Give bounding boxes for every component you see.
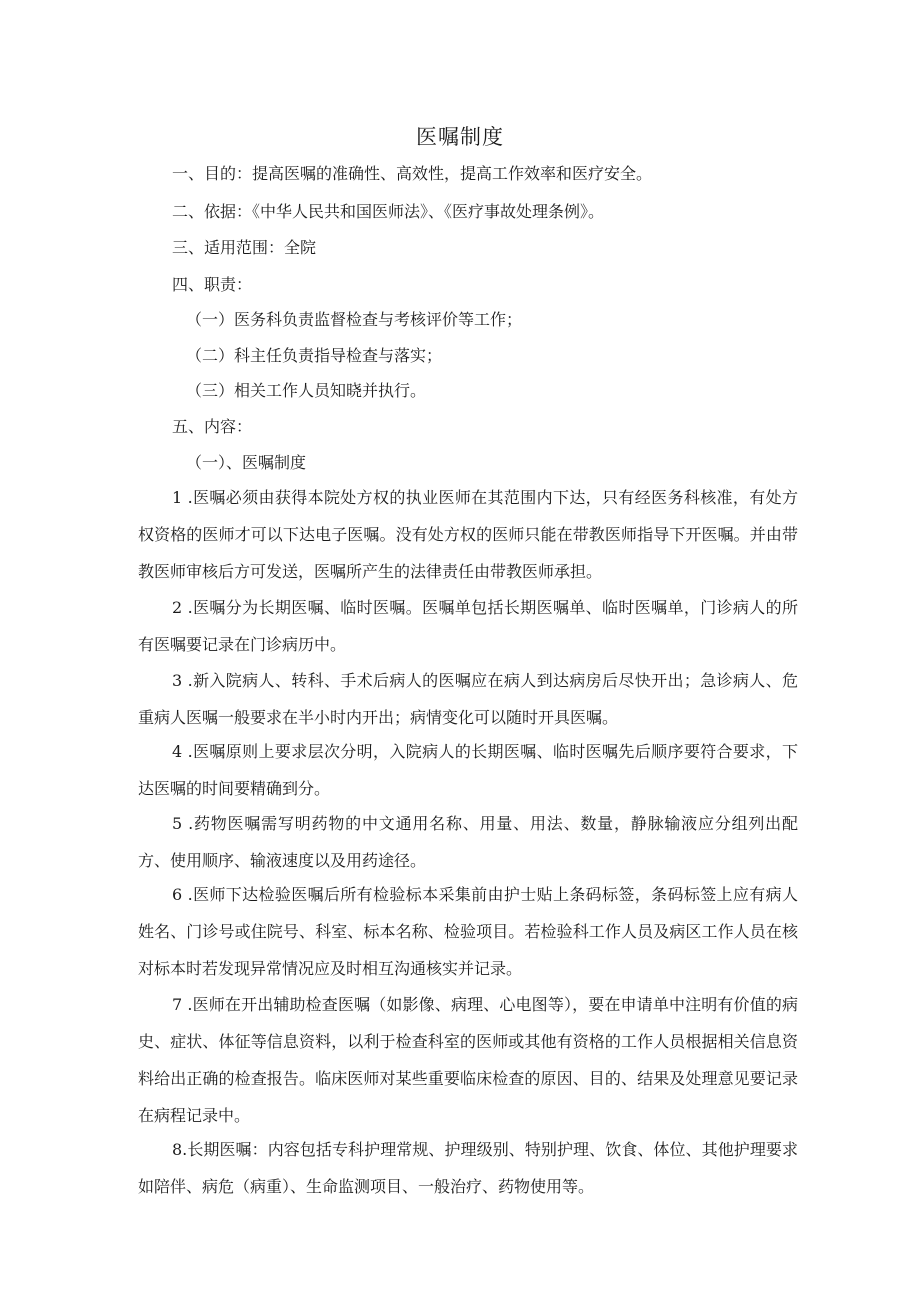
item-number: 7 [172, 995, 183, 1014]
content-item-7 [138, 986, 798, 1134]
item-number: 8. [172, 1140, 188, 1159]
item-text: .医师在开出辅助检查医嘱（如影像、病理、心电图等），要在申请单中注明有价值的病史、症状、体征等信息资料，以利于检查科室的医师或其他有资格的工作人员根据相关信息资料给出正确的检查报告。临床医师对某些重要临床检查的原因、目的、结果及处理意见要记录在病程记录中。 [138, 995, 798, 1125]
content-item-2 [138, 589, 798, 663]
section-basis: 二、依据：《中华人民共和国医师法》、《医疗事故处理条例》。 [172, 202, 605, 221]
item-number: 6 [172, 885, 183, 904]
document-title: 医嘱制度 [416, 125, 504, 149]
item-text: .医嘱必须由获得本院处方权的执业医师在其范围内下达，只有经医务科核准，有处方权资格的医师才可以下达电子医嘱。没有处方权的医师只能在带教医师指导下开医嘱。并由带教医师审核后方可发送，医嘱所产生的法律责任由带教医师承担。 [138, 488, 798, 581]
section-duties-heading: 四、职责： [172, 275, 253, 294]
item-number: 5 [172, 814, 183, 833]
content-item-8 [138, 1131, 798, 1205]
duty-item-2: （二）科主任负责指导检查与落实； [186, 346, 443, 365]
content-item-3 [138, 662, 798, 736]
section-scope: 三、适用范围：全院 [172, 238, 317, 257]
content-item-1 [138, 479, 798, 590]
item-number: 4 [172, 742, 183, 761]
item-number: 2 [172, 598, 183, 617]
item-text: .医嘱分为长期医嘱、临时医嘱。医嘱单包括长期医嘱单、临时医嘱单，门诊病人的所有医嘱要记录在门诊病历中。 [138, 598, 798, 654]
item-text: .药物医嘱需写明药物的中文通用名称、用量、用法、数量，静脉输液应分组列出配方、使用顺序、输液速度以及用药途径。 [138, 814, 798, 870]
item-number: 1 [172, 488, 183, 507]
item-number: 3 [172, 671, 183, 690]
item-text: .医嘱原则上要求层次分明，入院病人的长期医嘱、临时医嘱先后顺序要符合要求，下达医嘱的时间要精确到分。 [138, 742, 798, 798]
item-text: .新入院病人、转科、手术后病人的医嘱应在病人到达病房后尽快开出；急诊病人、危重病人医嘱一般要求在半小时内开出；病情变化可以随时开具医嘱。 [138, 671, 798, 727]
section-content-heading: 五、内容： [172, 417, 253, 436]
item-text: 长期医嘱：内容包括专科护理常规、护理级别、特别护理、饮食、体位、其他护理要求如陪伴、病危（病重）、生命监测项目、一般治疗、药物使用等。 [138, 1140, 798, 1196]
content-subheading: （一）、医嘱制度 [186, 453, 307, 472]
content-item-6 [138, 876, 798, 987]
content-item-5 [138, 805, 798, 879]
item-text: .医师下达检验医嘱后所有检验标本采集前由护士贴上条码标签，条码标签上应有病人姓名、门诊号或住院号、科室、标本名称、检验项目。若检验科工作人员及病区工作人员在核对标本时若发现异常情况应及时相互沟通核实并记录。 [138, 885, 798, 978]
content-item-4 [138, 733, 798, 807]
duty-item-3: （三）相关工作人员知晓并执行。 [186, 381, 427, 400]
duty-item-1: （一）医务科负责监督检查与考核评价等工作； [186, 310, 523, 329]
section-purpose: 一、目的：提高医嘱的准确性、高效性，提高工作效率和医疗安全。 [172, 164, 653, 183]
